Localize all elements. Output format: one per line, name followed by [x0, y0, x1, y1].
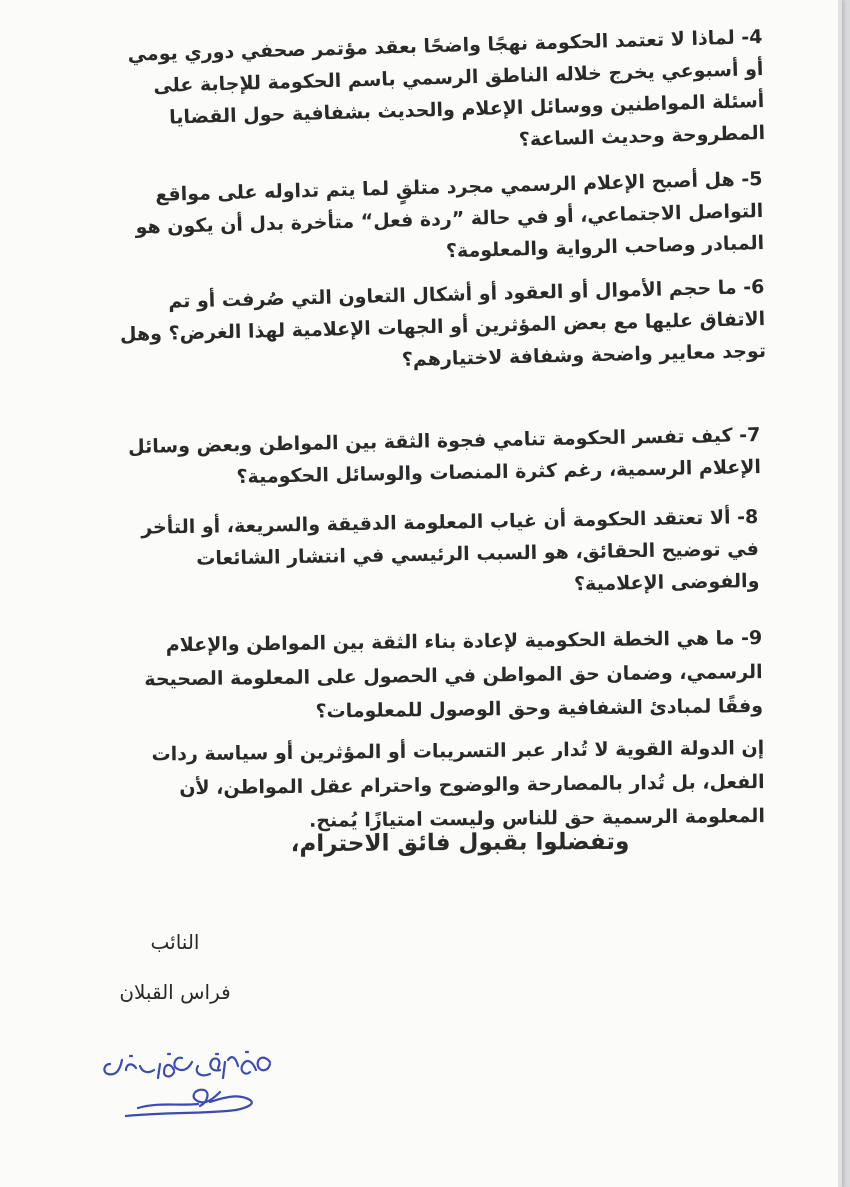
question-5: 5- هل أصبح الإعلام الرسمي مجرد متلقٍ لما يتم تداوله على مواقع التواصل الاجتماعي، أو في حالة ”ردة فعل“ متأخرة بدل أن يكون هو المبادر وصاحب الرواية والمعلومة؟ [135, 167, 765, 263]
signatory-title: النائب [150, 930, 200, 954]
question-7: 7- كيف تفسر الحكومة تنامي فجوة الثقة بين المواطن وبعض وسائل الإعلام الرسمية، رغم كثرة المنصات والوسائل الحكومية؟ [127, 423, 762, 489]
handwritten-signature [70, 1040, 290, 1130]
conclusion-paragraph: إن الدولة القوية لا تُدار عبر التسريبات أو المؤثرين أو سياسة ردات الفعل، بل تُدار بالمصارحة والوضوح واحترام عقل المواطن، لأن المعلومة الرسمية حق للناس وليست امتيازًا يُمنح. [151, 736, 766, 832]
signatory-name: فراس القبلان [119, 980, 231, 1004]
question-4: 4- لماذا لا تعتمد الحكومة نهجًا واضحًا بعقد مؤتمر صحفي دوري يومي أو أسبوعي يخرج خلاله الناطق الرسمي باسم الحكومة للإجابة على أسئلة المواطنين ووسائل الإعلام والحديث بشفافية حول القضايا المطروحة وحديث الساعة؟ [127, 25, 766, 151]
question-8: 8- ألا تعتقد الحكومة أن غياب المعلومة الدقيقة والسريعة، أو التأخر في توضيح الحقائق، هو السبب الرئيسي في انتشار الشائعات والفوضى الإعلامية؟ [141, 505, 760, 596]
question-9: 9- ما هي الخطة الحكومية لإعادة بناء الثقة بين المواطن والإعلام الرسمي، وضمان حق المواطن في الحصول على المعلومة الصحيحة وفقًا لمبادئ الشفافية وحق الوصول للمعلومات؟ [144, 626, 764, 723]
closing-line: وتفضلوا بقبول فائق الاحترام، [290, 828, 630, 858]
question-6: 6- ما حجم الأموال أو العقود أو أشكال التعاون التي صُرفت أو تم الاتفاق عليها مع بعض المؤثرين أو الجهات الإعلامية لهذا الغرض؟ وهل توجد معايير واضحة وشفافة لاختيارهم؟ [119, 275, 767, 371]
page-edge [838, 0, 842, 1187]
